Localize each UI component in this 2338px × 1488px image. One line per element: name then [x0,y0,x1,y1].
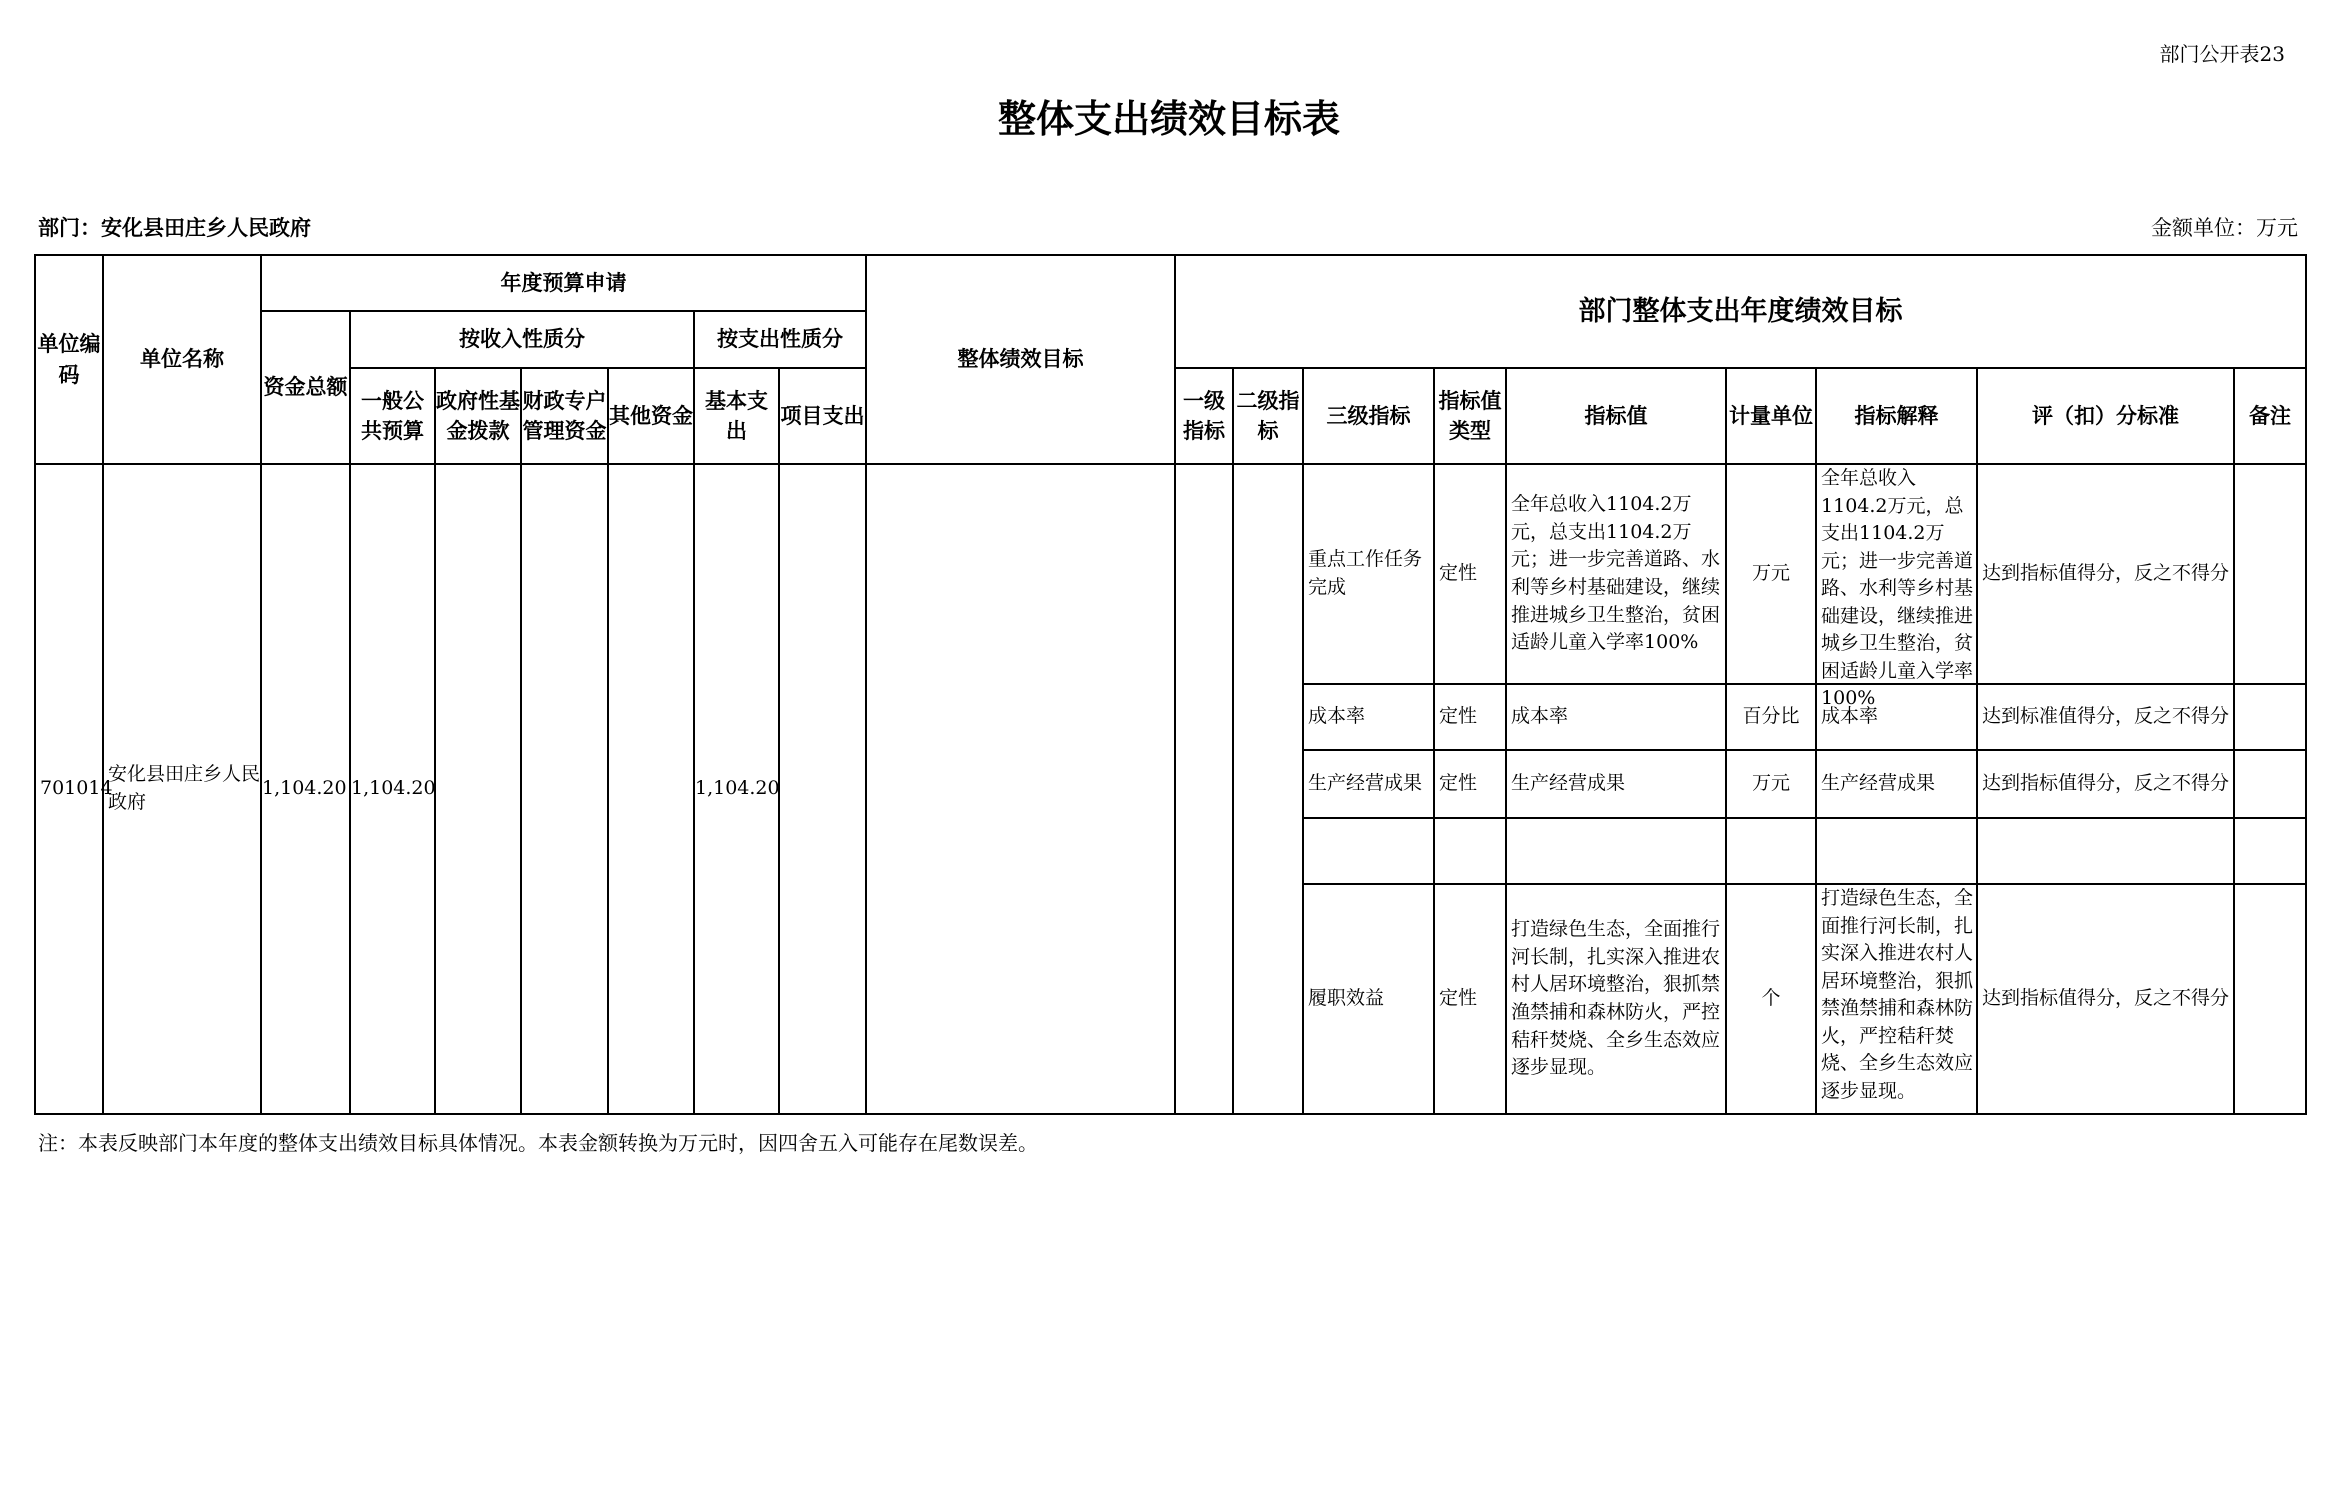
performance-table [34,254,2307,1115]
col-level1: 一级指标 [1175,368,1233,464]
col-budget-group: 年度预算申请 [261,255,866,311]
cell-fiscal-account [521,464,608,1114]
col-level3: 三级指标 [1303,368,1434,464]
cell-overall-goal [866,464,1175,1114]
col-overall-goal: 整体绩效目标 [866,255,1175,464]
cell-indicator-value: 成本率 [1506,684,1726,750]
cell-measure-unit: 百分比 [1726,684,1816,750]
cell-indicator-value [1506,818,1726,884]
cell-explanation: 成本率 [1816,684,1977,750]
col-general-budget: 一般公共预算 [350,368,435,464]
cell-remark [2234,884,2306,1114]
col-by-income: 按收入性质分 [350,311,694,368]
col-measure-unit: 计量单位 [1726,368,1816,464]
cell-indicator-value: 打造绿色生态，全面推行河长制，扎实深入推进农村人居环境整治，狠抓禁渔禁捕和森林防火，严控秸秆焚烧、全乡生态效应逐步显现。 [1506,884,1726,1114]
footer-note: 注：本表反映部门本年度的整体支出绩效目标具体情况。本表金额转换为万元时，因四舍五入可能存在尾数误差。 [38,1131,1038,1155]
cell-measure-unit: 万元 [1726,750,1816,818]
cell-indicator-value: 生产经营成果 [1506,750,1726,818]
cell-total: 1,104.20 [261,464,350,1114]
amount-unit-label: 金额单位：万元 [2151,216,2298,240]
cell-measure-unit [1726,818,1816,884]
cell-project-expense [779,464,866,1114]
cell-level3: 重点工作任务完成 [1303,464,1434,684]
col-explanation: 指标解释 [1816,368,1977,464]
col-project-expense: 项目支出 [779,368,866,464]
cell-level3: 生产经营成果 [1303,750,1434,818]
cell-level1 [1175,464,1233,1114]
col-gov-fund: 政府性基金拨款 [435,368,521,464]
cell-measure-unit: 万元 [1726,464,1816,684]
cell-indicator-value: 全年总收入1104.2万元，总支出1104.2万元；进一步完善道路、水利等乡村基础建设，继续推进城乡卫生整治，贫困适龄儿童入学率100% [1506,464,1726,684]
table-row [35,464,2306,684]
cell-explanation: 全年总收入1104.2万元，总支出1104.2万元；进一步完善道路、水利等乡村基础建设，继续推进城乡卫生整治，贫困适龄儿童入学率100% [1816,464,1977,684]
cell-explanation [1816,818,1977,884]
cell-gov-fund [435,464,521,1114]
col-total: 资金总额 [261,311,350,464]
col-by-expense: 按支出性质分 [694,311,866,368]
cell-level3: 成本率 [1303,684,1434,750]
cell-value-type: 定性 [1434,684,1506,750]
cell-explanation: 生产经营成果 [1816,750,1977,818]
cell-scoring: 达到标准值得分，反之不得分 [1977,684,2234,750]
department-label: 部门：安化县田庄乡人民政府 [38,216,311,240]
cell-value-type: 定性 [1434,884,1506,1114]
cell-remark [2234,750,2306,818]
cell-value-type [1434,818,1506,884]
cell-unit-name: 安化县田庄乡人民政府 [103,464,261,1114]
cell-remark [2234,464,2306,684]
cell-scoring: 达到指标值得分，反之不得分 [1977,464,2234,684]
col-scoring: 评（扣）分标准 [1977,368,2234,464]
cell-level3: 履职效益 [1303,884,1434,1114]
col-basic-expense: 基本支出 [694,368,779,464]
col-level2: 二级指标 [1233,368,1303,464]
cell-remark [2234,818,2306,884]
page-title: 整体支出绩效目标表 [997,97,1340,141]
cell-measure-unit: 个 [1726,884,1816,1114]
cell-basic-expense: 1,104.20 [694,464,779,1114]
cell-remark [2234,684,2306,750]
cell-general-budget: 1,104.20 [350,464,435,1114]
col-unit-name: 单位名称 [103,255,261,464]
col-other-fund: 其他资金 [608,368,694,464]
cell-unit-code: 701014 [35,464,103,1114]
cell-scoring: 达到指标值得分，反之不得分 [1977,750,2234,818]
cell-level3 [1303,818,1434,884]
col-perf-group: 部门整体支出年度绩效目标 [1175,255,2306,368]
col-value-type: 指标值类型 [1434,368,1506,464]
cell-value-type: 定性 [1434,750,1506,818]
col-indicator-value: 指标值 [1506,368,1726,464]
form-number: 部门公开表23 [2159,42,2285,66]
cell-value-type: 定性 [1434,464,1506,684]
col-remark: 备注 [2234,368,2306,464]
cell-explanation: 打造绿色生态，全面推行河长制，扎实深入推进农村人居环境整治，狠抓禁渔禁捕和森林防火，严控秸秆焚烧、全乡生态效应逐步显现。 [1816,884,1977,1114]
col-unit-code: 单位编码 [35,255,103,464]
cell-scoring: 达到指标值得分，反之不得分 [1977,884,2234,1114]
col-fiscal-account: 财政专户管理资金 [521,368,608,464]
cell-other-fund [608,464,694,1114]
cell-level2 [1233,464,1303,1114]
cell-scoring [1977,818,2234,884]
